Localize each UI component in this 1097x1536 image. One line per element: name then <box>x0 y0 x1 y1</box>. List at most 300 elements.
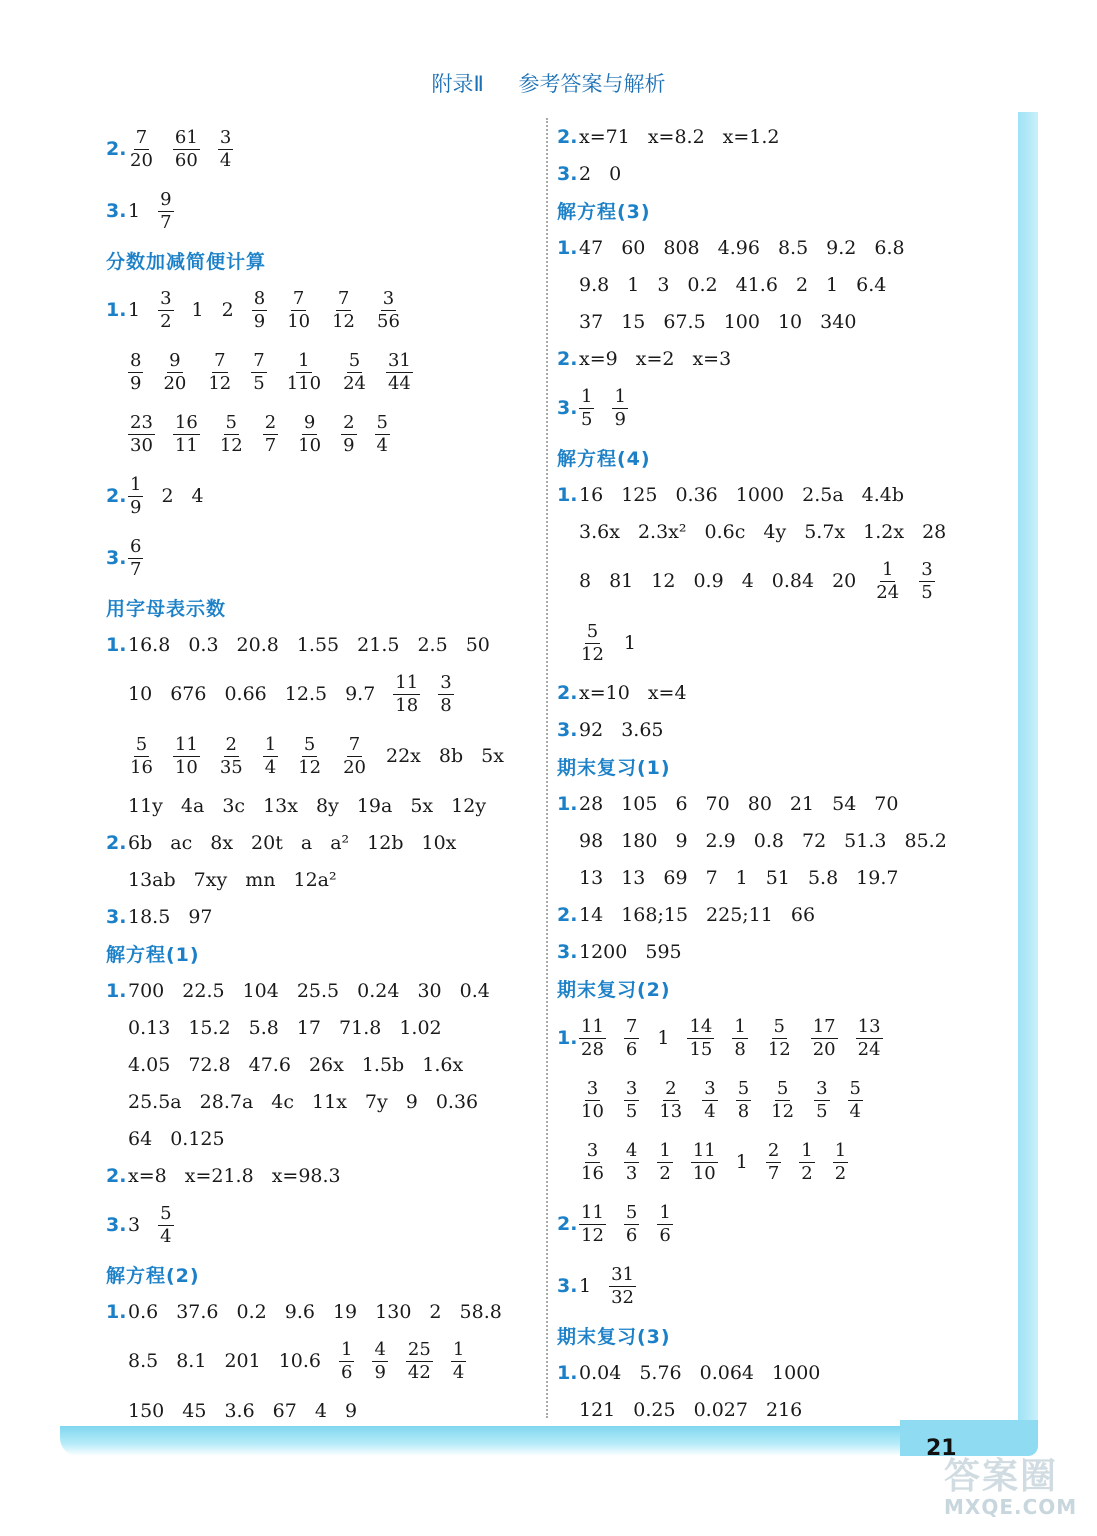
answer-value: 0.8 <box>753 829 784 852</box>
fraction-numerator: 5 <box>160 1202 172 1224</box>
fraction-numerator: 3 <box>704 1077 716 1099</box>
fraction-denominator: 5 <box>581 408 593 430</box>
answer-value: 201 <box>224 1350 261 1372</box>
fraction-denominator: 3 <box>625 1162 638 1184</box>
right-answer-column <box>557 118 965 1428</box>
fraction-denominator: 20 <box>130 149 153 171</box>
section-title: 期末复习(1) <box>557 757 671 779</box>
fraction-denominator: 42 <box>407 1361 431 1383</box>
fraction <box>128 473 143 518</box>
fraction <box>874 558 901 603</box>
fraction <box>158 1202 173 1247</box>
answer-value: 2.5a <box>802 483 844 506</box>
fraction <box>579 620 606 665</box>
question-number: 2. <box>106 485 127 507</box>
answer-value: 180 <box>621 829 658 852</box>
answer-value: 3.6x <box>579 520 620 543</box>
fraction-numerator: 13 <box>857 1015 881 1037</box>
answer-value: 1 <box>627 273 640 296</box>
answer-row <box>557 711 965 748</box>
watermark-text: 答案圈 <box>944 1456 1059 1497</box>
answer-value: 2 <box>795 273 809 296</box>
fraction-denominator: 10 <box>692 1162 716 1184</box>
fraction-numerator: 8 <box>130 349 142 371</box>
fraction-denominator: 2 <box>659 1162 671 1184</box>
answer-value: 70 <box>874 792 899 815</box>
fraction <box>814 1077 829 1122</box>
answer-value: 1200 <box>579 940 628 963</box>
fraction-numerator: 1 <box>298 349 310 371</box>
answer-value: 69 <box>663 866 688 889</box>
answer-value: 13ab <box>128 868 176 891</box>
answer-value: 25.5a <box>128 1090 182 1113</box>
answer-value: 22.5 <box>182 979 225 1002</box>
fraction-denominator: 10 <box>581 1100 604 1122</box>
answer-value: 7xy <box>193 868 228 891</box>
answer-value: 6.4 <box>856 273 887 296</box>
section-title: 解方程(2) <box>106 1265 200 1287</box>
section-title: 期末复习(3) <box>557 1326 671 1348</box>
answer-value: 8.1 <box>176 1350 207 1372</box>
fraction-numerator: 8 <box>253 287 266 309</box>
answer-row <box>557 822 965 859</box>
answer-value: 5.7x <box>804 520 846 543</box>
answer-value: 19.7 <box>856 866 899 889</box>
fraction-numerator: 31 <box>387 349 411 371</box>
fraction <box>732 1015 747 1060</box>
answer-value: 100 <box>723 310 760 333</box>
answer-value: 21.5 <box>357 633 400 656</box>
fraction <box>579 1139 606 1184</box>
fraction-numerator: 23 <box>130 411 153 433</box>
answer-value: 4 <box>741 570 754 592</box>
answer-row <box>106 341 522 403</box>
answer-value: 71.8 <box>339 1016 382 1039</box>
fraction <box>296 733 323 778</box>
answer-value: 0.25 <box>633 1398 676 1421</box>
fraction <box>438 671 453 716</box>
answer-row <box>557 933 965 970</box>
question-number: 3. <box>106 547 127 569</box>
answer-value: 0.84 <box>771 570 815 592</box>
watermark-url: MXQE.COM <box>944 1495 1078 1519</box>
answer-value: 97 <box>188 905 213 928</box>
answer-value: 0.36 <box>675 483 718 506</box>
answer-value: 1 <box>735 866 748 889</box>
fraction-denominator: 12 <box>581 643 604 665</box>
answer-value: 11y <box>128 794 163 817</box>
answer-value: x=98.3 <box>271 1164 341 1187</box>
fraction <box>128 733 155 778</box>
answer-row <box>106 1194 522 1256</box>
answer-value: 9.6 <box>284 1300 315 1323</box>
answer-value: 67.5 <box>663 310 706 333</box>
fraction-denominator: 28 <box>581 1038 604 1060</box>
answer-row <box>106 972 522 1009</box>
fraction-numerator: 3 <box>219 126 232 148</box>
answer-value: 18.5 <box>128 905 171 928</box>
fraction-numerator: 1 <box>801 1139 813 1161</box>
fraction-numerator: 4 <box>625 1139 638 1161</box>
fraction-denominator: 35 <box>219 756 243 778</box>
fraction-denominator: 56 <box>377 310 400 332</box>
question-number: 1. <box>106 633 127 656</box>
answer-row <box>106 1392 522 1429</box>
fraction-numerator: 7 <box>337 287 350 309</box>
fraction-denominator: 12 <box>208 372 232 394</box>
fraction-numerator: 5 <box>776 1077 789 1099</box>
answer-value: a² <box>330 831 350 854</box>
fraction-numerator: 7 <box>292 287 305 309</box>
answer-value: 104 <box>242 979 279 1002</box>
question-number: 3. <box>106 905 127 928</box>
fraction-numerator: 5 <box>625 1201 638 1223</box>
fraction <box>173 126 200 171</box>
fraction <box>766 1139 781 1184</box>
answer-value: 51 <box>765 866 790 889</box>
decorative-bottom-band <box>60 1426 940 1456</box>
fraction-denominator: 16 <box>130 756 153 778</box>
answer-value: 9 <box>344 1399 358 1422</box>
fraction-denominator: 15 <box>689 1038 713 1060</box>
fraction <box>657 1139 672 1184</box>
fraction-numerator: 6 <box>130 535 142 557</box>
fraction-numerator: 1 <box>581 385 593 407</box>
answer-value: 10 <box>777 310 803 333</box>
fraction-numerator: 5 <box>225 411 237 433</box>
answer-value: 0.6c <box>704 520 746 543</box>
answer-value: 0.125 <box>170 1127 225 1150</box>
question-number: 3. <box>557 1275 578 1297</box>
answer-value: 1.5b <box>361 1053 405 1076</box>
answer-value: 1 <box>579 1275 592 1297</box>
answer-value: 5.8 <box>248 1016 279 1039</box>
answer-row <box>106 180 522 242</box>
fraction-numerator: 2 <box>264 411 277 433</box>
fraction <box>339 1338 354 1383</box>
answer-value: 10 <box>128 683 153 705</box>
fraction <box>624 1201 639 1246</box>
answer-value: 130 <box>375 1300 412 1323</box>
fraction <box>393 671 420 716</box>
fraction-numerator: 5 <box>376 411 388 433</box>
fraction <box>128 126 155 171</box>
fraction <box>386 349 413 394</box>
fraction-numerator: 1 <box>734 1015 746 1037</box>
fraction <box>128 411 155 456</box>
fraction-denominator: 4 <box>264 756 277 778</box>
answer-value: 4y <box>763 520 787 543</box>
fraction <box>372 1338 387 1383</box>
answer-row <box>106 824 522 861</box>
answer-value: 1.2x <box>863 520 905 543</box>
fraction <box>687 1015 714 1060</box>
fraction <box>609 1263 636 1308</box>
answer-value: mn <box>245 868 276 891</box>
fraction <box>736 1077 751 1122</box>
answer-value: 12.5 <box>284 683 328 705</box>
answer-row <box>557 1131 965 1193</box>
answer-value: 7y <box>364 1090 388 1113</box>
answer-value: 22x <box>385 745 421 767</box>
answer-row <box>557 550 965 612</box>
fraction-denominator: 9 <box>343 434 355 456</box>
fraction-numerator: 1 <box>834 1139 847 1161</box>
fraction-numerator: 5 <box>773 1015 785 1037</box>
answer-value: 47 <box>579 236 604 259</box>
question-number: 1. <box>106 979 127 1002</box>
answer-value: 4a <box>180 794 205 817</box>
fraction-numerator: 17 <box>812 1015 836 1037</box>
answer-row <box>106 118 522 180</box>
fraction-denominator: 7 <box>160 211 172 233</box>
fraction-numerator: 1 <box>130 473 142 495</box>
question-number: 3. <box>557 397 578 419</box>
fraction <box>218 733 245 778</box>
fraction <box>657 1077 684 1122</box>
question-number: 2. <box>106 138 127 160</box>
fraction <box>341 733 368 778</box>
fraction-denominator: 11 <box>174 434 198 456</box>
fraction-numerator: 4 <box>374 1338 386 1360</box>
answer-row <box>106 626 522 663</box>
answer-row <box>106 1083 522 1120</box>
answer-value: a <box>300 831 313 854</box>
fraction-numerator: 3 <box>816 1077 828 1099</box>
fraction-denominator: 4 <box>704 1100 716 1122</box>
fraction-numerator: 7 <box>348 733 361 755</box>
answer-value: x=1.2 <box>722 125 780 148</box>
answer-row <box>557 674 965 711</box>
fraction-denominator: 6 <box>341 1361 353 1383</box>
answer-row <box>106 465 522 527</box>
answer-value: x=71 <box>579 125 630 148</box>
answer-value: 1000 <box>772 1361 821 1384</box>
answer-value: 0.24 <box>357 979 400 1002</box>
question-number: 3. <box>557 162 578 185</box>
answer-value: 105 <box>621 792 658 815</box>
answer-value: x=21.8 <box>184 1164 254 1187</box>
answer-value: 5.76 <box>639 1361 682 1384</box>
answer-value: 20.8 <box>236 633 279 656</box>
question-number: 1. <box>557 1027 578 1049</box>
fraction <box>341 349 368 394</box>
fraction-numerator: 3 <box>586 1139 599 1161</box>
answer-value: 66 <box>790 903 816 926</box>
page-number: 21 <box>926 1436 957 1461</box>
answer-row <box>106 861 522 898</box>
answer-value: 4 <box>314 1399 327 1422</box>
answer-row <box>106 663 522 725</box>
fraction-denominator: 4 <box>160 1225 172 1247</box>
fraction <box>811 1015 838 1060</box>
question-number: 2. <box>557 681 578 704</box>
answer-value: 25.5 <box>296 979 340 1002</box>
answer-value: 4c <box>271 1090 295 1113</box>
question-number: 2. <box>557 1213 578 1235</box>
answer-value: 41.6 <box>735 273 778 296</box>
answer-value: 0.6 <box>128 1300 159 1323</box>
fraction <box>579 385 594 430</box>
fraction <box>579 1077 606 1122</box>
fraction <box>691 1139 718 1184</box>
answer-value: x=9 <box>579 347 618 370</box>
answer-value: x=10 <box>579 681 630 704</box>
fraction-denominator: 2 <box>801 1162 813 1184</box>
answer-value: 12a² <box>293 868 337 891</box>
answer-value: 1000 <box>735 483 785 506</box>
answer-row <box>106 403 522 465</box>
answer-row <box>557 476 965 513</box>
answer-value: 0 <box>609 162 622 185</box>
answer-value: 8b <box>438 745 464 767</box>
watermark-logo <box>944 1448 1092 1532</box>
fraction <box>702 1077 717 1122</box>
section-title: 解方程(4) <box>557 448 651 470</box>
fraction <box>657 1201 672 1246</box>
fraction-denominator: 12 <box>767 1038 791 1060</box>
fraction-denominator: 4 <box>452 1361 465 1383</box>
fraction-numerator: 7 <box>214 349 226 371</box>
fraction-denominator: 12 <box>219 434 243 456</box>
answer-value: 19a <box>356 794 393 817</box>
fraction-denominator: 9 <box>130 372 142 394</box>
answer-value: 45 <box>182 1399 207 1422</box>
fraction-denominator: 6 <box>625 1038 638 1060</box>
fraction-denominator: 9 <box>253 310 266 332</box>
answer-value: x=8.2 <box>647 125 705 148</box>
fraction <box>451 1338 466 1383</box>
question-number: 1. <box>106 299 127 321</box>
fraction-denominator: 4 <box>219 149 232 171</box>
answer-value: 125 <box>621 483 658 506</box>
answer-value: 70 <box>705 792 730 815</box>
fraction-numerator: 11 <box>692 1139 716 1161</box>
answer-value: 7 <box>705 866 718 889</box>
answer-value: 3 <box>657 273 670 296</box>
answer-value: 13x <box>263 794 298 817</box>
fraction <box>919 558 934 603</box>
fraction-denominator: 2 <box>160 310 172 332</box>
answer-value: 340 <box>820 310 857 333</box>
answer-value: 0.064 <box>699 1361 755 1384</box>
answer-value: 8 <box>579 570 592 592</box>
fraction <box>158 287 173 332</box>
fraction-numerator: 1 <box>659 1201 671 1223</box>
answer-value: 58.8 <box>459 1300 502 1323</box>
fraction <box>218 411 245 456</box>
fraction <box>579 1015 606 1060</box>
fraction-denominator: 8 <box>440 694 452 716</box>
question-number: 2. <box>106 831 127 854</box>
answer-value: 15 <box>621 310 646 333</box>
fraction-denominator: 10 <box>298 434 322 456</box>
answer-value: 16.8 <box>128 633 171 656</box>
fraction-denominator: 5 <box>816 1100 828 1122</box>
answer-value: 1 <box>826 273 839 296</box>
question-number: 3. <box>106 200 127 222</box>
header-appendix: 附录Ⅱ <box>431 72 484 96</box>
question-number: 1. <box>557 236 578 259</box>
answer-value: 5x <box>481 745 504 767</box>
answer-value: x=8 <box>128 1164 167 1187</box>
fraction <box>375 287 402 332</box>
answer-value: 0.3 <box>188 633 219 656</box>
answer-value: 6b <box>128 831 153 854</box>
fraction <box>251 349 266 394</box>
section-title: 解方程(3) <box>557 201 651 223</box>
answer-value: 37 <box>579 310 604 333</box>
answer-row <box>106 1009 522 1046</box>
fraction-denominator: 24 <box>876 581 900 603</box>
answer-value: 12y <box>451 794 487 817</box>
fraction-numerator: 3 <box>586 1077 599 1099</box>
section-title: 期末复习(2) <box>557 979 671 1001</box>
answer-value: 14 <box>579 903 604 926</box>
answer-row <box>557 377 965 439</box>
fraction <box>161 349 188 394</box>
fraction <box>856 1015 883 1060</box>
answer-value: 51.3 <box>844 829 887 852</box>
answer-row <box>557 1354 965 1391</box>
answer-value: 8.5 <box>777 236 809 259</box>
fraction <box>252 287 267 332</box>
fraction-numerator: 2 <box>225 733 237 755</box>
fraction-numerator: 9 <box>160 188 172 210</box>
fraction <box>624 1077 639 1122</box>
answer-value: 19 <box>332 1300 358 1323</box>
fraction-denominator: 12 <box>298 756 322 778</box>
fraction-denominator: 24 <box>857 1038 881 1060</box>
fraction <box>612 385 627 430</box>
fraction-numerator: 1 <box>452 1338 465 1360</box>
answer-value: 3.65 <box>621 718 664 741</box>
answer-row <box>557 896 965 933</box>
answer-value: 676 <box>170 683 207 705</box>
answer-value: 0.2 <box>687 273 718 296</box>
answer-value: 3 <box>128 1214 141 1236</box>
fraction <box>285 349 323 394</box>
fraction-numerator: 1 <box>264 733 277 755</box>
answer-value: 4.96 <box>717 236 760 259</box>
answer-value: 1 <box>657 1027 670 1049</box>
answer-value: 72 <box>801 829 827 852</box>
fraction-denominator: 2 <box>834 1162 847 1184</box>
fraction <box>624 1015 639 1060</box>
answer-value: 8x <box>210 831 234 854</box>
fraction <box>263 733 278 778</box>
answer-row <box>106 1330 522 1392</box>
answer-row <box>557 785 965 822</box>
fraction <box>173 411 200 456</box>
fraction <box>330 287 357 332</box>
answer-value: 2 <box>429 1300 442 1323</box>
fraction-numerator: 9 <box>169 349 181 371</box>
fraction-numerator: 3 <box>382 287 395 309</box>
fraction <box>218 126 233 171</box>
fraction <box>263 411 278 456</box>
answer-value: 6.8 <box>874 236 905 259</box>
answer-value: 0.04 <box>579 1361 622 1384</box>
fraction <box>173 733 200 778</box>
answer-value: 12 <box>651 570 676 592</box>
answer-row <box>557 1069 965 1131</box>
fraction-denominator: 9 <box>614 408 626 430</box>
answer-value: 2.9 <box>705 829 736 852</box>
answer-value: 121 <box>579 1398 616 1421</box>
answer-value: 0.13 <box>128 1016 171 1039</box>
answer-value: 0.36 <box>435 1090 479 1113</box>
